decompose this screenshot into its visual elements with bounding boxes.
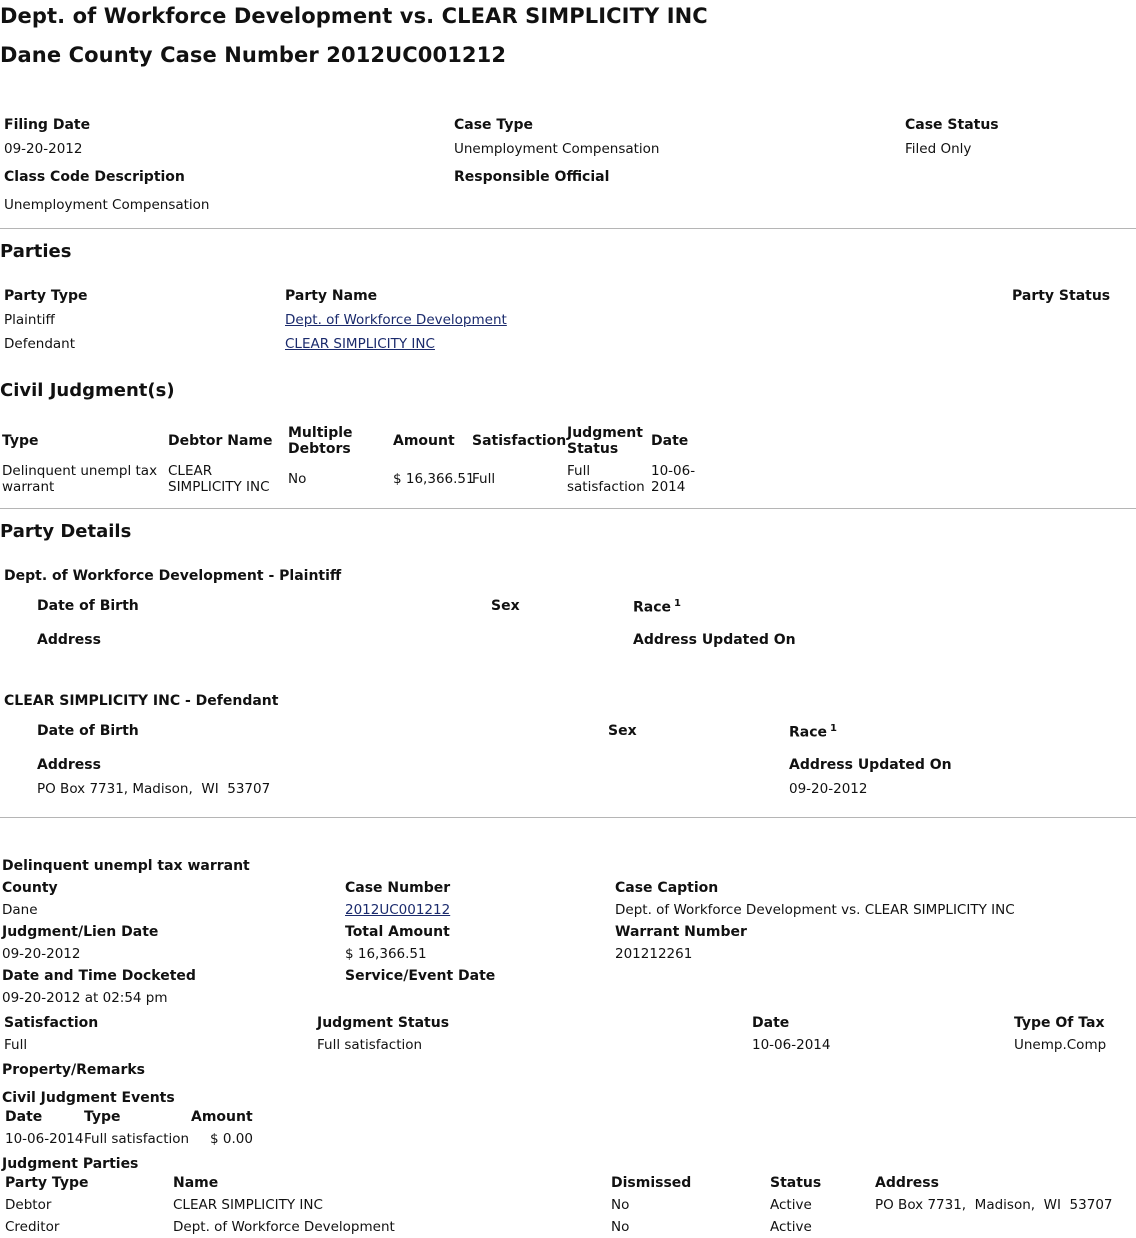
party-type-defendant: Defendant bbox=[4, 336, 76, 352]
class-code-label: Class Code Description bbox=[4, 169, 185, 185]
judgment-amount-cell: $ 16,366.51 bbox=[393, 471, 475, 487]
jparty-type: Creditor bbox=[5, 1219, 60, 1235]
jparty-status: Active bbox=[770, 1197, 812, 1213]
jparties-dismissed-header: Dismissed bbox=[611, 1175, 692, 1191]
jparty-status: Active bbox=[770, 1219, 812, 1235]
jparties-status-header: Status bbox=[770, 1175, 822, 1191]
judgment-debtor-header: Debtor Name bbox=[168, 433, 273, 449]
satisfaction-date-value: 10-06-2014 bbox=[752, 1037, 831, 1053]
parties-heading: Parties bbox=[0, 241, 72, 262]
party-details-heading: Party Details bbox=[0, 521, 132, 542]
case-number-label: Case Number bbox=[345, 880, 451, 896]
lien-date-value: 09-20-2012 bbox=[2, 946, 81, 962]
defendant-address-value: PO Box 7731, Madison, WI 53707 bbox=[37, 781, 271, 797]
party-status-header: Party Status bbox=[1012, 288, 1111, 304]
filing-date-value: 09-20-2012 bbox=[4, 141, 83, 157]
plaintiff-race-label: Race $^1$ bbox=[633, 598, 681, 616]
race-footnote: 1 bbox=[830, 723, 837, 734]
party-type-header: Party Type bbox=[4, 288, 88, 304]
case-status-value: Filed Only bbox=[905, 141, 972, 157]
jparties-address-header: Address bbox=[875, 1175, 939, 1191]
defendant-sex-label: Sex bbox=[608, 723, 637, 739]
events-date-header: Date bbox=[5, 1109, 43, 1125]
race-footnote: 1 bbox=[674, 598, 681, 609]
judgment-date-cell: 10-06-2014 bbox=[651, 463, 696, 495]
jparty-dismissed: No bbox=[611, 1197, 630, 1213]
event-amount: $ 0.00 bbox=[210, 1131, 253, 1147]
judgment-date-header: Date bbox=[651, 433, 689, 449]
divider bbox=[0, 508, 1136, 509]
tax-type-label: Type Of Tax bbox=[1014, 1015, 1105, 1031]
plaintiff-detail-title: Dept. of Workforce Development - Plaintiff bbox=[4, 568, 342, 584]
divider bbox=[0, 817, 1136, 818]
case-caption-value: Dept. of Workforce Development vs. CLEAR SIMPLICITY INC bbox=[615, 902, 1015, 918]
plaintiff-dob-label: Date of Birth bbox=[37, 598, 139, 614]
docketed-label: Date and Time Docketed bbox=[2, 968, 196, 984]
remarks-label: Property/Remarks bbox=[2, 1062, 145, 1078]
defendant-address-label: Address bbox=[37, 757, 101, 773]
defendant-detail-title: CLEAR SIMPLICITY INC - Defendant bbox=[4, 693, 279, 709]
county-label: County bbox=[2, 880, 58, 896]
jparty-type: Debtor bbox=[5, 1197, 52, 1213]
case-caption-label: Case Caption bbox=[615, 880, 719, 896]
total-amount-label: Total Amount bbox=[345, 924, 450, 940]
events-amount-header: Amount bbox=[191, 1109, 253, 1125]
jparty-name: CLEAR SIMPLICITY INC bbox=[173, 1197, 323, 1213]
judgment-type-cell: Delinquent unempl tax warrant bbox=[2, 463, 158, 495]
judgment-satisfaction-cell: Full bbox=[472, 471, 496, 487]
judgment-type-header: Type bbox=[2, 433, 39, 449]
judgment-status-cell: Full satisfaction bbox=[567, 463, 645, 495]
case-type-value: Unemployment Compensation bbox=[454, 141, 660, 157]
tax-type-value: Unemp.Comp bbox=[1014, 1037, 1107, 1053]
responsible-official-label: Responsible Official bbox=[454, 169, 610, 185]
case-status-label: Case Status bbox=[905, 117, 999, 133]
party-name-header: Party Name bbox=[285, 288, 378, 304]
jparty-dismissed: No bbox=[611, 1219, 630, 1235]
docketed-value: 09-20-2012 at 02:54 pm bbox=[2, 990, 168, 1006]
judgment-parties-title: Judgment Parties bbox=[2, 1156, 139, 1172]
service-date-label: Service/Event Date bbox=[345, 968, 496, 984]
plaintiff-address-updated-label: Address Updated On bbox=[633, 632, 796, 648]
jparties-type-header: Party Type bbox=[5, 1175, 89, 1191]
plaintiff-sex-label: Sex bbox=[491, 598, 520, 614]
judgment-satisfaction-header: Satisfaction bbox=[472, 433, 567, 449]
defendant-dob-label: Date of Birth bbox=[37, 723, 139, 739]
satisfaction-date-label: Date bbox=[752, 1015, 790, 1031]
judgment-status-header: Judgment Status bbox=[567, 425, 643, 457]
judgment-debtor-cell: CLEAR SIMPLICITY INC bbox=[168, 463, 270, 495]
jparties-name-header: Name bbox=[173, 1175, 219, 1191]
event-type: Full satisfaction bbox=[84, 1131, 190, 1147]
case-number-heading: Dane County Case Number 2012UC001212 bbox=[0, 43, 507, 67]
page-title: Dept. of Workforce Development vs. CLEAR SIMPLICITY INC bbox=[0, 4, 708, 28]
warrant-number-value: 201212261 bbox=[615, 946, 693, 962]
satisfaction-value: Full bbox=[4, 1037, 28, 1053]
case-number-link[interactable]: 2012UC001212 bbox=[345, 902, 451, 918]
judgment-multiple-cell: No bbox=[288, 471, 307, 487]
event-date: 10-06-2014 bbox=[5, 1131, 84, 1147]
warrant-title: Delinquent unempl tax warrant bbox=[2, 858, 250, 874]
filing-date-label: Filing Date bbox=[4, 117, 91, 133]
lien-date-label: Judgment/Lien Date bbox=[2, 924, 159, 940]
jparty-name: Dept. of Workforce Development bbox=[173, 1219, 395, 1235]
satisfaction-label: Satisfaction bbox=[4, 1015, 99, 1031]
plaintiff-address-label: Address bbox=[37, 632, 101, 648]
warrant-number-label: Warrant Number bbox=[615, 924, 747, 940]
party-name-link-defendant[interactable]: CLEAR SIMPLICITY INC bbox=[285, 336, 435, 352]
party-name-link-plaintiff[interactable]: Dept. of Workforce Development bbox=[285, 312, 507, 328]
divider bbox=[0, 228, 1136, 229]
party-type-plaintiff: Plaintiff bbox=[4, 312, 55, 328]
defendant-address-updated-label: Address Updated On bbox=[789, 757, 952, 773]
county-value: Dane bbox=[2, 902, 38, 918]
jparty-address: PO Box 7731, Madison, WI 53707 bbox=[875, 1197, 1113, 1213]
class-code-value: Unemployment Compensation bbox=[4, 197, 210, 213]
judgment-status-value: Full satisfaction bbox=[317, 1037, 423, 1053]
civil-judgments-heading: Civil Judgment(s) bbox=[0, 380, 175, 401]
total-amount-value: $ 16,366.51 bbox=[345, 946, 427, 962]
case-type-label: Case Type bbox=[454, 117, 533, 133]
events-type-header: Type bbox=[84, 1109, 121, 1125]
judgment-multiple-debtors-header: Multiple Debtors bbox=[288, 425, 353, 457]
defendant-race-label: Race $^1$ bbox=[789, 723, 837, 741]
judgment-amount-header: Amount bbox=[393, 433, 455, 449]
judgment-status-label: Judgment Status bbox=[317, 1015, 450, 1031]
defendant-address-updated-value: 09-20-2012 bbox=[789, 781, 868, 797]
events-title: Civil Judgment Events bbox=[2, 1090, 175, 1106]
